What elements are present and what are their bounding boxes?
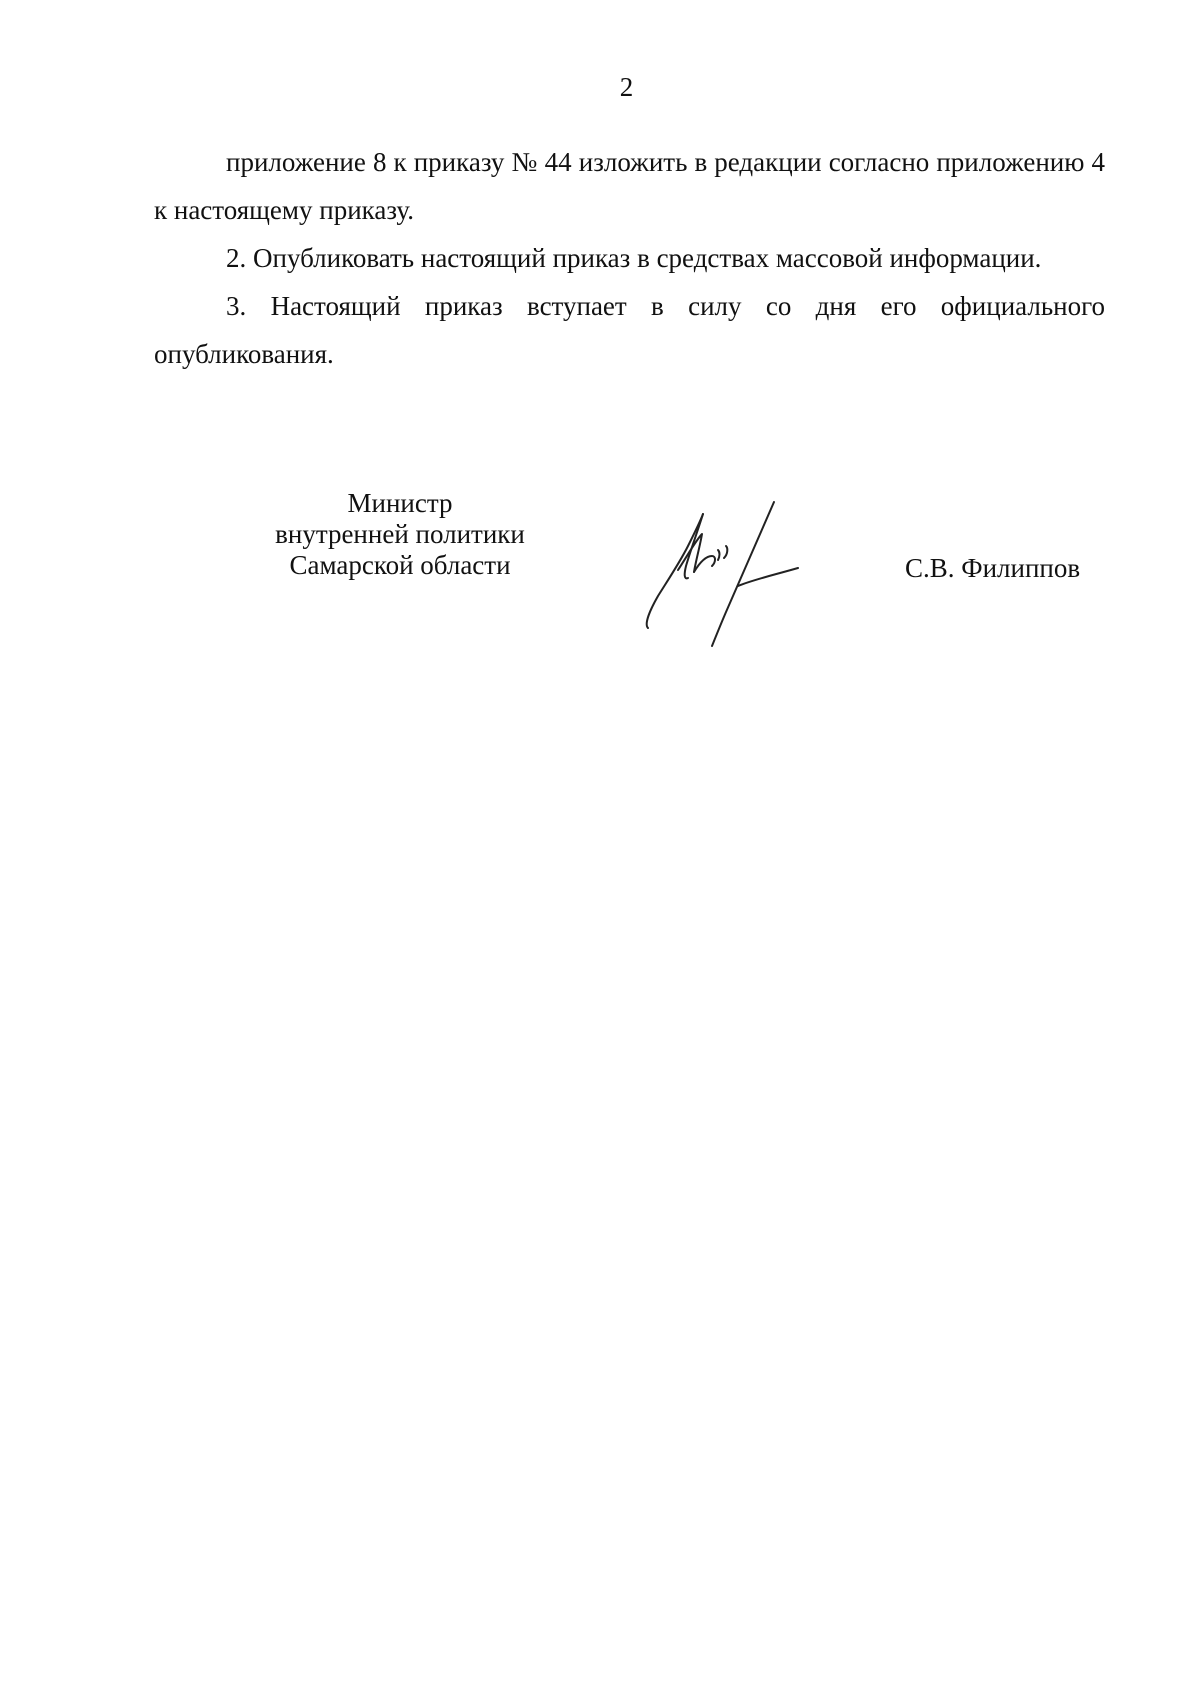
paragraph-publish: 2. Опубликовать настоящий приказ в средствах массовой информации.	[226, 243, 1042, 273]
position-line: внутренней политики	[275, 519, 525, 549]
signer-name: С.В. Филиппов	[905, 553, 1081, 583]
paragraph-appendix-8: приложение 8 к приказу № 44 изложить в редакции согласно приложению 4 к настоящему приказу.	[154, 147, 1105, 225]
document-body	[154, 138, 1105, 378]
paragraph-effective-date: 3. Настоящий приказ вступает в силу со дня его официального опубликования.	[154, 291, 1105, 369]
signatory-position	[255, 488, 545, 581]
position-line: Министр	[347, 488, 453, 518]
position-line: Самарской области	[289, 550, 511, 580]
page-number: 2	[619, 72, 634, 102]
handwritten-signature-icon	[640, 500, 820, 660]
